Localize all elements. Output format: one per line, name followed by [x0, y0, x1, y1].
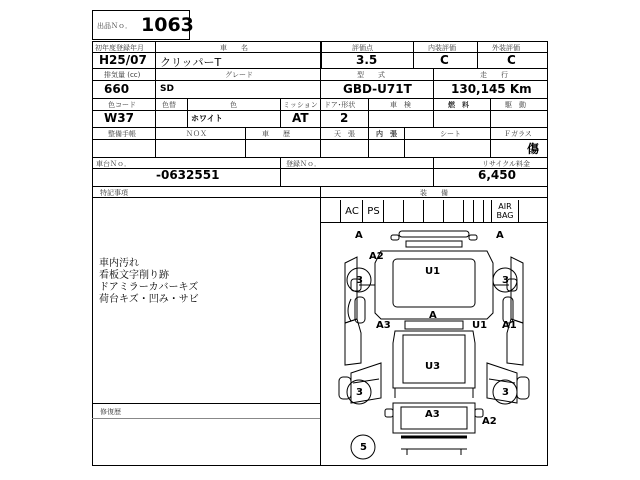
drive-label: 駆 動: [505, 101, 526, 109]
damage-mark: U3: [425, 361, 441, 372]
model-label: 型 式: [357, 71, 385, 79]
car-history-label: 車 歴: [262, 130, 290, 138]
registration-number-label: 登録Ｎｏ．: [286, 160, 321, 168]
recycle-fee-label: リサイクル料金: [482, 160, 531, 168]
comment-line: 看板文字削り跡: [99, 270, 169, 281]
damage-mark: 3: [502, 275, 509, 286]
car-name-label: 車 名: [220, 44, 248, 52]
displacement-value: 660: [104, 82, 130, 96]
color-code-value: W37: [104, 111, 134, 125]
roof-icon: [405, 321, 463, 329]
chassis-number-label: 車台Ｎｏ．: [96, 160, 131, 168]
mileage-value: 130,145 Km: [451, 82, 532, 96]
equipment-slot-6: [443, 200, 464, 222]
maintenance-book-label: 整備手帳: [108, 130, 136, 138]
mission-label: ミッション: [283, 101, 318, 109]
color-code-label: 色コード: [108, 101, 136, 109]
lot-number-box: [92, 10, 194, 40]
first-registration-label: 初年度登録年月: [95, 44, 144, 52]
damage-mark: A2: [482, 416, 497, 427]
front-glass-value: 傷: [527, 142, 540, 156]
color-trim-label: 色替: [162, 101, 176, 109]
inspection-label: 車 検: [390, 101, 411, 109]
door-shape-label: ドア･形状: [324, 101, 356, 109]
comment-line: 車内汚れ: [99, 258, 139, 269]
headliner-label: 天 張: [334, 130, 355, 138]
equipment-slot-4: [403, 200, 424, 222]
damage-mark: U1: [425, 266, 441, 277]
comment-line: ドアミラーカバーキズ: [99, 282, 199, 293]
damage-mark: A3: [376, 320, 391, 331]
seat-label: シート: [440, 130, 461, 138]
damage-mark: 3: [502, 387, 509, 398]
recycle-fee-value: 6,450: [478, 168, 516, 182]
comment-line: 荷台キズ・凹み・サビ: [99, 294, 199, 305]
damage-mark: 5: [360, 442, 367, 453]
equipment-label: 装 備: [420, 189, 448, 197]
grade-label: グレード: [225, 71, 253, 79]
first-registration-value: H25/07: [99, 53, 147, 67]
underside-icon: [401, 449, 467, 455]
car-damage-diagram: [321, 223, 547, 465]
score-value: 3.5: [356, 53, 378, 67]
damage-mark: A2: [369, 251, 384, 262]
damage-mark: A1: [502, 320, 517, 331]
lot-number-value: 1063: [141, 14, 194, 36]
front-glass-label: Ｆガラス: [504, 130, 532, 138]
interior-trim-label: 内 張: [376, 130, 397, 138]
front-bumper-icon: [391, 231, 477, 247]
equipment-airbag: AIR BAG: [491, 200, 519, 222]
special-notes-label: 特記事項: [100, 189, 128, 197]
damage-mark: 3: [356, 275, 363, 286]
right-side-panel-icon: [503, 257, 523, 365]
exterior-score-value: C: [507, 53, 516, 67]
score-label: 評価点: [352, 44, 373, 52]
left-side-panel-icon: [345, 257, 365, 365]
displacement-label: 排気量 (cc): [104, 71, 141, 79]
damage-mark: U1: [472, 320, 488, 331]
damage-mark: A: [429, 310, 437, 321]
interior-score-label: 内装評価: [428, 44, 456, 52]
exterior-score-label: 外装評価: [492, 44, 520, 52]
equipment-slot-5: [423, 200, 444, 222]
damage-mark: A: [355, 230, 363, 241]
damage-mark: A3: [425, 409, 440, 420]
chassis-number-value: -0632551: [156, 168, 220, 182]
mission-value: AT: [292, 111, 309, 125]
fuel-label: 燃 料: [448, 101, 469, 109]
model-value: GBD-U71T: [343, 82, 412, 96]
equipment-slot-3: [383, 200, 404, 222]
damage-mark: 3: [356, 387, 363, 398]
interior-score-value: C: [440, 53, 449, 67]
damage-mark: A: [496, 230, 504, 241]
repair-history-label: 修復歴: [100, 408, 121, 416]
color-value: ホワイト: [191, 114, 223, 123]
equipment-ac: AC: [340, 200, 363, 222]
mileage-label: 走 行: [480, 71, 508, 79]
doors-value: 2: [340, 111, 349, 125]
color-label: 色: [230, 101, 237, 109]
grade-value: SD: [160, 84, 174, 94]
nox-label: ＮＯＸ: [186, 130, 207, 138]
car-name-value: クリッパーT: [160, 56, 222, 69]
lot-number-label: 出品Ｎｏ．: [97, 22, 132, 30]
equipment-ps: PS: [362, 200, 384, 222]
